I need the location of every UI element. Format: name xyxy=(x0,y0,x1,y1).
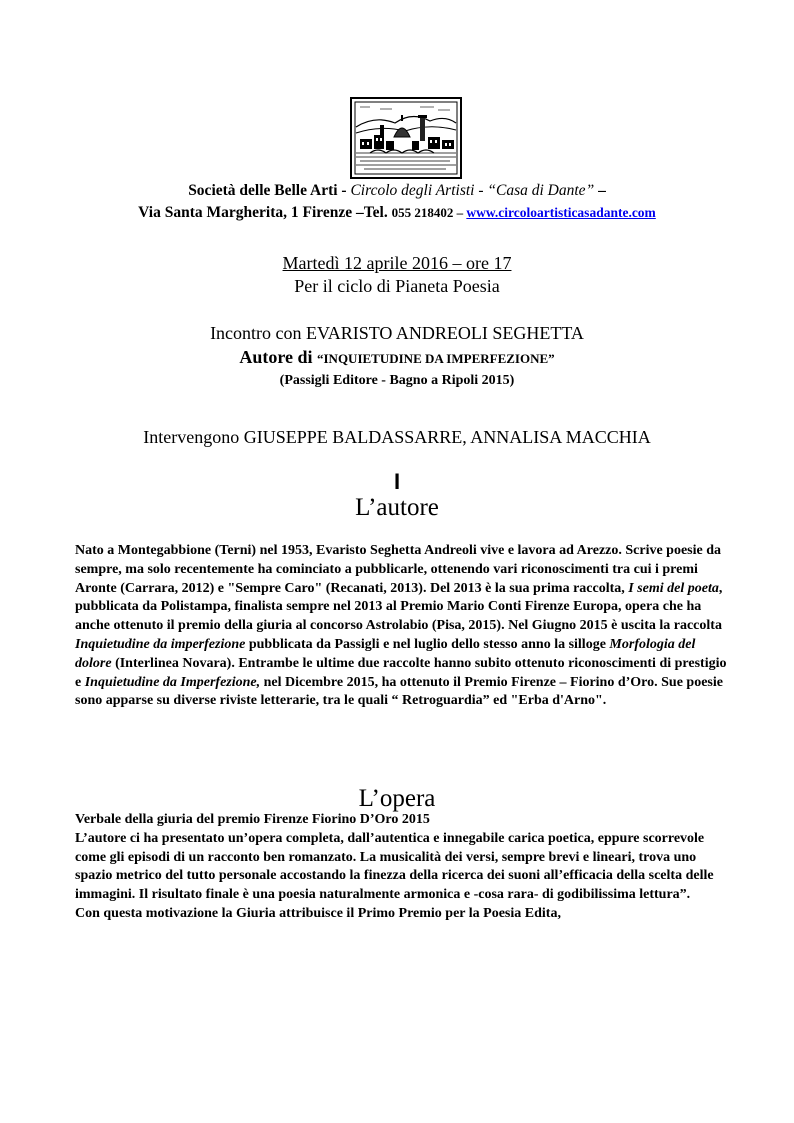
author-of-line xyxy=(0,347,794,368)
bio-text: nel Dicembre 2015, ha ottenuto il Premio Firenze – Fiorino d’Oro. Sue poesie sono apparse su diverse riviste letterarie, tra le quali “ Retroguardia” ed "Erba d'Arno". xyxy=(75,674,723,709)
jury-title: Verbale della giuria del premio Firenze Fiorino D’Oro 2015 xyxy=(75,812,430,827)
bio-italic-title: I semi del poeta xyxy=(628,580,719,596)
section-numeral: I xyxy=(393,469,401,494)
speakers-line: Intervengono GIUSEPPE BALDASSARRE, ANNALISA MACCHIA xyxy=(143,427,651,447)
bio-italic-title: Morfologia del dolore xyxy=(75,636,696,671)
header-dash2: – xyxy=(453,205,467,220)
bio-text: Nato a Montegabbione (Terni) nel 1953, Evaristo Seghetta Andreoli vive e lavora ad Arezzo. Scrive poesie da sempre, ma solo recentemente ha cominciato a pubblicarle, ottenendo vari riconoscimenti tra cui i premi Aronte (Carrara, 2012) e "Sempre Caro" (Recanati, 2013). Del 2013 è la sua prima raccolta, xyxy=(75,543,722,596)
bio-text: pubblicata da Passigli e nel luglio dello stesso anno la silloge xyxy=(245,636,610,652)
event-date: Martedì 12 aprile 2016 – ore 17 xyxy=(282,253,512,273)
closing-text: Con questa motivazione la Giuria attribuisce il Primo Premio per la Poesia Edita, xyxy=(75,905,561,921)
header-address-line xyxy=(0,204,794,222)
work-section xyxy=(75,811,735,924)
bio-italic-title: Inquietudine da imperfezione xyxy=(75,636,246,652)
event-cycle: Per il ciclo di Pianeta Poesia xyxy=(294,276,500,296)
society-name: Società delle Belle Arti - xyxy=(188,182,351,199)
society-logo xyxy=(350,97,462,179)
jury-text: L’autore ci ha presentato un’opera completa, dall’autentica e innegabile carica poetica, eppure scorrevole come gli episodi di un racconto ben romanzato. La musicalità dei versi, sempre brevi e lineari, trova uno spazio metrico del tutto personale accostando la finezza della ricerca dei suoni all’efficacia della scelta delle immagini. Il risultato finale è una poesia naturalmente armonica e -cosa rara- di godibilissima lettura”. xyxy=(75,830,714,903)
bio-text: , pubblicata da Polistampa, finalista sempre nel 2013 al Premio Mario Conti Firenze Europa, opera che ha anche ottenuto il premio della giuria al concorso Astrolabio (Pisa, 2015). Nel Giugno 2015 è uscita la raccolta xyxy=(75,580,723,634)
address-text: Via Santa Margherita, 1 Firenze –Tel. xyxy=(138,204,392,221)
meeting-line: Incontro con EVARISTO ANDREOLI SEGHETTA xyxy=(210,323,584,343)
author-of-label: Autore di xyxy=(239,347,317,367)
header-society-line xyxy=(0,182,794,200)
section-heading-author: L’autore xyxy=(355,494,439,521)
circle-name: Circolo degli Artisti - “Casa di Dante” xyxy=(350,182,595,199)
bio-italic-title: Inquietudine da Imperfezione, xyxy=(84,674,261,690)
website-link[interactable]: www.circoloartisticasadante.com xyxy=(466,205,656,220)
book-title: “INQUIETUDINE DA IMPERFEZIONE” xyxy=(317,351,555,366)
author-bio xyxy=(75,542,735,711)
publisher-line: (Passigli Editore - Bagno a Ripoli 2015) xyxy=(279,373,515,388)
phone-number: 055 218402 xyxy=(391,205,454,220)
section-heading-work: L’opera xyxy=(358,785,436,812)
header-dash: – xyxy=(594,182,606,199)
bio-text: (Interlinea Novara). Entrambe le ultime due raccolte hanno subito ottenuto riconoscimenti di prestigio e xyxy=(75,655,727,690)
